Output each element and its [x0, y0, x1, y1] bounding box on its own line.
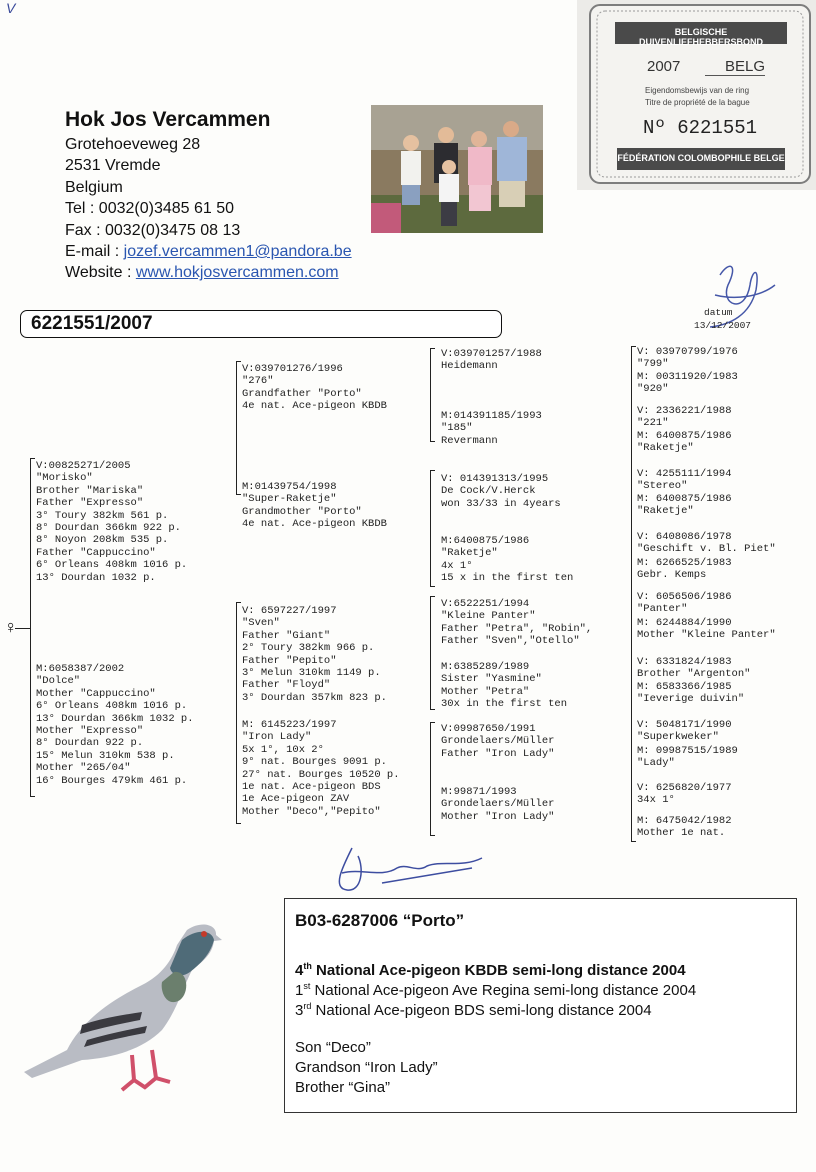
g4-2: [637, 371, 738, 396]
pedigree-line: M: 6145223/1997: [242, 719, 337, 731]
pedigree-line: 30x in the first ten: [441, 698, 568, 711]
pedigree-line: "920": [637, 383, 669, 396]
pedigree-line: Revermann: [441, 434, 498, 447]
certificate-line-fr: Titre de propriété de la bague: [645, 98, 750, 107]
corner-mark: V: [6, 0, 16, 16]
breeder-email-row: [65, 241, 352, 262]
pedigree-line: M: 6266525/1983: [637, 557, 732, 569]
g3-6: [441, 661, 567, 711]
g3-5: [441, 598, 592, 648]
pedigree-line: V: 2336221/1988: [637, 405, 732, 417]
porto-achievement-2-rank: 1: [295, 982, 304, 999]
g3-7: [441, 723, 554, 760]
pedigree-line: "Geschift v. Bl. Piet": [637, 543, 776, 556]
g4-5: [637, 468, 732, 493]
pedigree-line: 13° Dourdan 1032 p.: [36, 571, 156, 584]
pedigree-line: 15 x in the first ten: [441, 572, 574, 585]
pedigree-line: "Raketje": [441, 547, 498, 560]
pedigree-line: "Kleine Panter": [441, 610, 536, 623]
pedigree-line: Sister "Yasmine": [441, 673, 542, 686]
ring-number-box: [20, 310, 502, 338]
pedigree-line: Heidemann: [441, 360, 498, 373]
pedigree-line: V:00825271/2005: [36, 460, 131, 472]
pedigree-line: M: 6244884/1990: [637, 617, 732, 629]
pedigree-line: Mother "Cappuccino": [36, 687, 156, 700]
pedigree-line: V:09987650/1991: [441, 723, 536, 735]
pedigree-line: Mother "Deco","Pepito": [242, 805, 381, 818]
family-photo: [371, 105, 543, 233]
g4-6: [637, 493, 732, 518]
breeder-country: Belgium: [65, 178, 123, 196]
porto-achievement-2-sup: st: [303, 981, 311, 991]
pedigree-line: 4x 1°: [441, 559, 473, 572]
datum-label: datum: [704, 307, 733, 318]
pedigree-line: Mother "Petra": [441, 685, 530, 698]
bracket-g2-dam: [236, 602, 241, 824]
pedigree-line: 6° Orleans 408km 1016 p.: [36, 700, 188, 713]
porto-achievement-3-rank: 3: [295, 1002, 304, 1019]
pedigree-line: Grandfather "Porto": [242, 387, 362, 400]
g3-3: [441, 473, 561, 510]
pedigree-line: "Raketje": [637, 505, 694, 518]
certificate-rule: [705, 75, 765, 76]
g2-sire-dam: [242, 481, 387, 531]
ring-number: 6221551/2007: [31, 313, 153, 334]
pedigree-line: Father "Expresso": [36, 497, 144, 510]
pedigree-line: M: 6475042/1982: [637, 815, 732, 827]
pedigree-line: "Iron Lady": [242, 731, 312, 744]
pedigree-line: M: 6400875/1986: [637, 493, 732, 505]
bracket-g4: [631, 346, 636, 842]
datum-date: 13/12/2007: [694, 320, 752, 331]
g3-8: [441, 786, 554, 823]
pedigree-line: 27° nat. Bourges 10520 p.: [242, 768, 400, 781]
pedigree-line: 3° Toury 382km 561 p.: [36, 509, 169, 522]
pedigree-line: V: 4255111/1994: [637, 468, 732, 480]
pedigree-line: Father "Cappuccino": [36, 546, 156, 559]
pedigree-line: V: 6256820/1977: [637, 782, 732, 794]
pedigree-line: "Raketje": [637, 442, 694, 455]
g4-3: [637, 405, 732, 430]
certificate-no-label: Nº: [643, 117, 666, 139]
pedigree-line: M: 00311920/1983: [637, 371, 738, 383]
breeder-city: 2531 Vremde: [65, 157, 161, 175]
g4-9: [637, 591, 732, 616]
pedigree-line: "221": [637, 417, 669, 430]
pedigree-line: 9° nat. Bourges 9091 p.: [242, 756, 387, 769]
g3-2: [441, 410, 542, 447]
bracket-g2-sire: [236, 361, 241, 495]
pedigree-line: M:99871/1993: [441, 786, 517, 798]
pedigree-line: Father "Pepito": [242, 654, 337, 667]
porto-relation-2: Grandson “Iron Lady”: [295, 1059, 438, 1076]
g3-4: [441, 535, 573, 585]
pedigree-line: 8° Dourdan 366km 922 p.: [36, 522, 181, 535]
pedigree-line: "Ieverige duivin": [637, 693, 745, 706]
pedigree-line: Grandmother "Porto": [242, 505, 362, 518]
pedigree-line: M:014391185/1993: [441, 410, 542, 422]
pedigree-line: "Stereo": [637, 480, 688, 493]
pedigree-line: V: 6056506/1986: [637, 591, 732, 603]
pedigree-line: M: 6583366/1985: [637, 681, 732, 693]
pedigree-line: 13° Dourdan 366km 1032 p.: [36, 712, 194, 725]
breeder-header: [65, 106, 352, 284]
g2-sire-sire: [242, 363, 387, 413]
pedigree-line: Father "Giant": [242, 629, 331, 642]
bracket-g3-1: [430, 348, 435, 442]
pedigree-line: 34x 1°: [637, 794, 675, 807]
bracket-g3-3: [430, 596, 435, 710]
pedigree-line: "276": [242, 375, 274, 388]
pedigree-line: V:6522251/1994: [441, 598, 530, 610]
pedigree-line: V: 6331824/1983: [637, 656, 732, 668]
pedigree-line: 6° Orleans 408km 1016 p.: [36, 559, 188, 572]
pedigree-line: V: 03970799/1976: [637, 346, 738, 358]
sex-connector: [15, 628, 30, 629]
certificate-bottom: FÉDÉRATION COLOMBOPHILE BELGE: [617, 153, 785, 163]
g4-12: [637, 681, 744, 706]
pedigree-line: 15° Melun 310km 538 p.: [36, 749, 175, 762]
pedigree-line: Father "Floyd": [242, 679, 331, 692]
pedigree-line: 2° Toury 382km 966 p.: [242, 642, 375, 655]
porto-achievement-1-text: National Ace-pigeon KBDB semi-long distance 2004: [316, 962, 686, 979]
breeder-tel: Tel : 0032(0)3485 61 50: [65, 200, 235, 218]
email-label: E-mail :: [65, 243, 124, 261]
porto-achievement-3-text: National Ace-pigeon BDS semi-long distance 2004: [315, 1002, 652, 1019]
certificate-number: 6221551: [677, 117, 758, 139]
g4-14: [637, 745, 738, 770]
pedigree-line: "Lady": [637, 757, 675, 770]
pedigree-line: Mother "Iron Lady": [441, 810, 555, 823]
pedigree-line: Grondelaers/Müller: [441, 735, 555, 748]
pedigree-line: Mother "265/04": [36, 762, 131, 775]
email-link[interactable]: jozef.vercammen1@pandora.be: [123, 243, 352, 261]
g4-10: [637, 617, 776, 642]
ring-certificate: [577, 0, 816, 190]
g4-7: [637, 531, 776, 556]
pedigree-line: Father "Iron Lady": [441, 747, 555, 760]
porto-relation-3: Brother “Gina”: [295, 1079, 391, 1096]
certificate-number-row: [643, 117, 757, 139]
pedigree-line: "Dolce": [36, 675, 81, 688]
pedigree-line: 5x 1°, 10x 2°: [242, 743, 324, 756]
website-label: Website :: [65, 264, 136, 282]
pedigree-line: 4e nat. Ace-pigeon KBDB: [242, 518, 387, 531]
pedigree-line: Father "Sven","Otello": [441, 635, 580, 648]
pedigree-line: "Superkweker": [637, 731, 719, 744]
pedigree-line: 3° Melun 310km 1149 p.: [242, 667, 381, 680]
certificate-line-nl: Eigendomsbewijs van de ring: [645, 86, 750, 95]
g4-1: [637, 346, 738, 371]
g1-sire: [36, 460, 187, 584]
website-link[interactable]: www.hokjosvercammen.com: [135, 264, 339, 282]
pedigree-line: V:039701276/1996: [242, 363, 343, 375]
pedigree-line: won 33/33 in 4years: [441, 497, 561, 510]
g4-11: [637, 656, 750, 681]
pedigree-line: V:039701257/1988: [441, 348, 542, 360]
g4-15: [637, 782, 732, 807]
pedigree-line: 4e nat. Ace-pigeon KBDB: [242, 400, 387, 413]
porto-info-box: [284, 898, 797, 1113]
breeder-website-row: [65, 262, 352, 283]
pedigree-line: M:6400875/1986: [441, 535, 530, 547]
pedigree-line: M:6385289/1989: [441, 661, 530, 673]
bracket-g3-2: [430, 470, 435, 587]
pedigree-line: V: 6597227/1997: [242, 605, 337, 617]
pedigree-line: 3° Dourdan 357km 823 p.: [242, 691, 387, 704]
female-symbol: ♀: [4, 617, 18, 637]
g1-dam: [36, 663, 194, 787]
pedigree-line: Brother "Argenton": [637, 668, 751, 681]
pigeon-illustration: [12, 900, 227, 1105]
pedigree-line: M: 6400875/1986: [637, 430, 732, 442]
pedigree-line: "799": [637, 358, 669, 371]
g4-8: [637, 557, 732, 582]
pedigree-line: M:6058387/2002: [36, 663, 125, 675]
g4-16: [637, 815, 732, 840]
pedigree-line: Grondelaers/Müller: [441, 798, 555, 811]
certificate-country: BELG: [725, 58, 766, 75]
breeder-name: Hok Jos Vercammen: [65, 108, 271, 131]
pedigree-line: M:01439754/1998: [242, 481, 337, 493]
breeder-street: Grotehoeveweg 28: [65, 136, 201, 153]
g4-4: [637, 430, 732, 455]
pedigree-line: "Panter": [637, 603, 688, 616]
pedigree-line: Father "Petra", "Robin",: [441, 622, 593, 635]
pedigree-line: "Super-Raketje": [242, 493, 337, 506]
certificate-year: 2007: [647, 58, 681, 75]
pedigree-line: "Morisko": [36, 472, 93, 485]
pedigree-line: 8° Noyon 208km 535 p.: [36, 534, 169, 547]
pedigree-line: 8° Dourdan 922 p.: [36, 737, 144, 750]
g3-1: [441, 348, 542, 373]
bracket-g1: [30, 458, 35, 797]
porto-achievement-3: [295, 997, 652, 1020]
pedigree-line: V: 6408086/1978: [637, 531, 732, 543]
pedigree-line: 1e nat. Ace-pigeon BDS: [242, 781, 381, 794]
pedigree-line: Mother 1e nat.: [637, 827, 726, 840]
porto-relation-1: Son “Deco”: [295, 1039, 371, 1056]
porto-achievement-1-sup: th: [303, 961, 312, 971]
porto-title: B03-6287006 “Porto”: [295, 911, 465, 930]
pedigree-line: Mother "Expresso": [36, 725, 144, 738]
pedigree-line: 16° Bourges 479km 461 p.: [36, 774, 188, 787]
breeder-fax: Fax : 0032(0)3475 08 13: [65, 221, 241, 239]
pedigree-line: "185": [441, 422, 473, 435]
pedigree-line: Mother "Kleine Panter": [637, 629, 776, 642]
pedigree-line: Brother "Mariska": [36, 484, 144, 497]
g4-13: [637, 719, 732, 744]
pedigree-line: V: 5048171/1990: [637, 719, 732, 731]
pedigree-line: "Sven": [242, 617, 280, 630]
pedigree-line: V: 014391313/1995: [441, 473, 549, 485]
porto-achievement-2-text: National Ace-pigeon Ave Regina semi-long distance 2004: [314, 982, 697, 999]
g2-dam-dam: [242, 719, 400, 818]
bracket-g3-4: [430, 722, 435, 836]
certificate-top: BELGISCHE DUIVENLIEFHEBBERSBOND: [638, 27, 763, 47]
porto-achievement-1-rank: 4: [295, 962, 304, 979]
pedigree-line: De Cock/V.Herck: [441, 485, 536, 498]
pedigree-line: Gebr. Kemps: [637, 569, 707, 582]
signature-bottom: [322, 838, 492, 898]
pedigree-line: M: 09987515/1989: [637, 745, 738, 757]
pedigree-line: 1e Ace-pigeon ZAV: [242, 793, 350, 806]
porto-achievement-3-sup: rd: [303, 1001, 312, 1011]
g2-dam-sire: [242, 605, 387, 704]
